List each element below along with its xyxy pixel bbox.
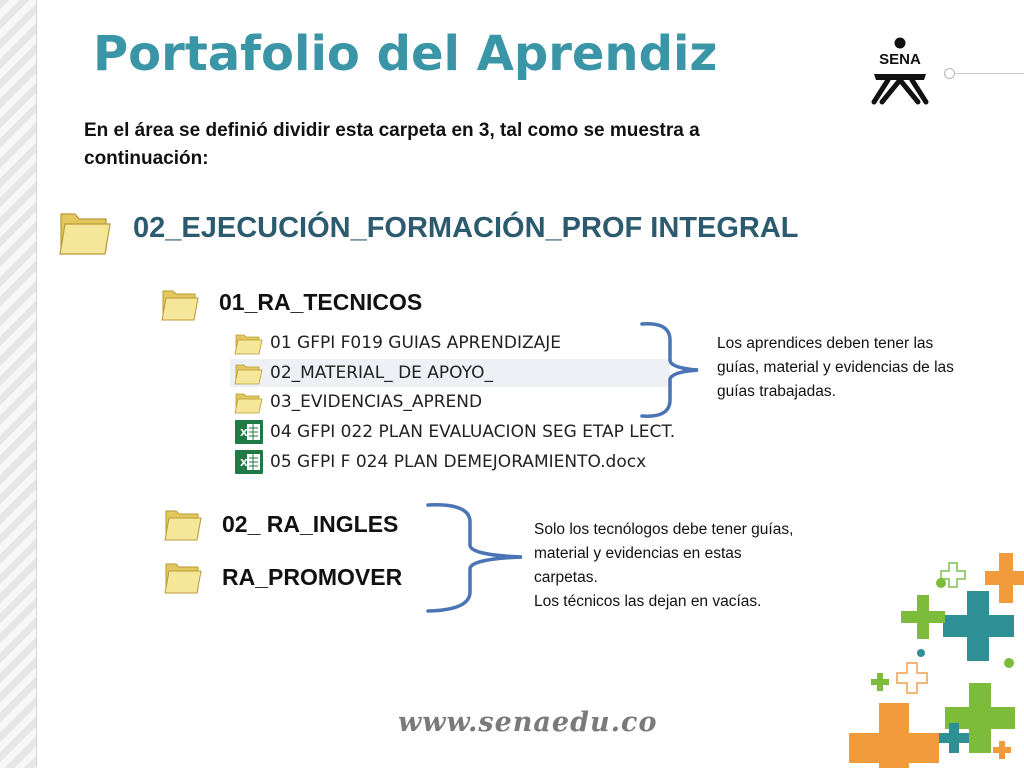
subfolder-ingles-label[interactable]: 02_ RA_INGLES [222,511,399,537]
note-tecnologos-line1: Solo los tecnólogos debe tener guías, material y evidencias en estas carpetas. [534,521,794,586]
subfolder-tecnicos-label[interactable]: 01_RA_TECNICOS [219,289,423,315]
folder-icon [234,330,264,356]
subfolder-promover-label[interactable]: RA_PROMOVER [222,564,403,590]
file-name: 01 GFPI F019 GUIAS APRENDIZAJE [270,333,562,353]
folder-icon[interactable] [58,206,112,258]
header-divider-dot [944,68,955,79]
folder-icon [234,389,264,415]
file-row[interactable] [230,448,670,476]
folder-icon[interactable] [164,505,202,543]
svg-text:X: X [240,458,248,469]
page-title: Portafolio del Aprendiz [93,26,718,82]
intro-text: En el área se definió dividir esta carpeta en 3, tal como se muestra a continuación: [84,120,700,169]
note-tecnicos: Los aprendices deben tener las guías, material y evidencias de las guías trabajadas. [717,335,954,400]
file-row[interactable] [230,329,670,357]
svg-text:X: X [240,428,248,439]
note-tecnologos-line2: Los técnicos las dejan en vacías. [534,593,762,610]
svg-text:SENA: SENA [879,51,921,68]
footer-website[interactable]: www.senaedu.co [398,707,658,738]
file-name: 03_EVIDENCIAS_APREND [270,392,483,412]
file-name: 02_MATERIAL_ DE APOYO_ [270,363,493,383]
note-tecnologos [534,518,804,614]
folder-icon [234,360,264,386]
header-divider [948,73,1024,74]
folder-icon[interactable] [164,558,202,596]
sena-logo [864,36,936,108]
main-folder-label[interactable]: 02_EJECUCIÓN_FORMACIÓN_PROF INTEGRAL [133,212,799,244]
file-row[interactable] [230,418,676,446]
file-name: 04 GFPI 022 PLAN EVALUACION SEG ETAP LECT. [270,422,676,442]
left-decorative-stripe [0,0,37,768]
file-row[interactable] [230,388,670,416]
excel-icon [234,419,264,445]
file-row[interactable] [230,359,670,387]
decorative-crosses [849,553,1024,768]
right-brace-icon [640,320,702,420]
folder-icon[interactable] [161,285,199,323]
file-name: 05 GFPI F 024 PLAN DEMEJORAMIENTO.docx [270,452,647,472]
excel-icon [234,449,264,475]
right-brace-icon [426,500,526,615]
